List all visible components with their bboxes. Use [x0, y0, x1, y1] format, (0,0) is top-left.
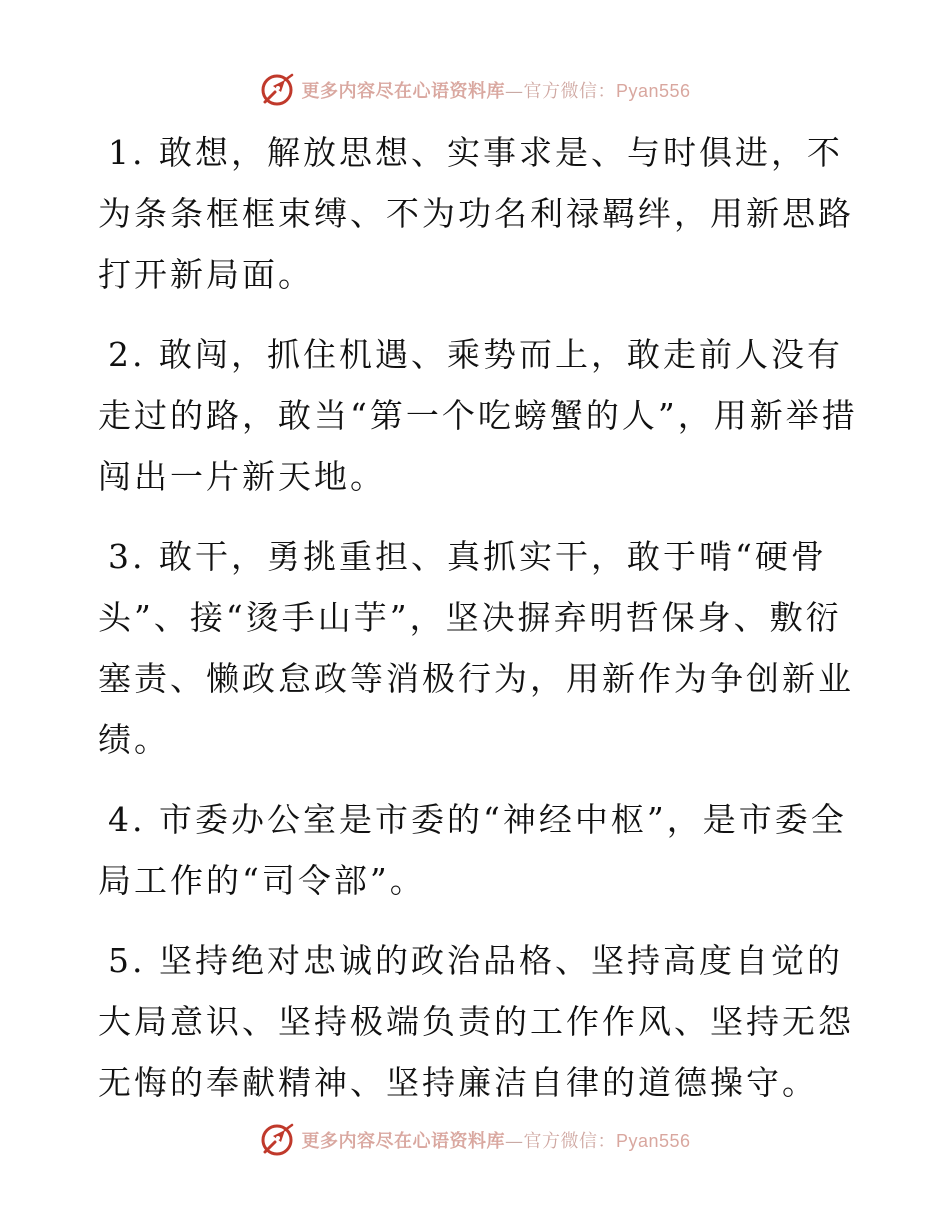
document-body	[98, 122, 858, 1132]
footer-banner-inner	[259, 1122, 690, 1158]
header-banner-dash: —	[504, 81, 524, 102]
paragraph-3: 3. 敢干，勇挑重担、真抓实干，敢于啃“硬骨头”、接“烫手山芋”，坚决摒弃明哲保身、敷衍塞责、懒政怠政等消极行为，用新作为争创新业绩。	[98, 537, 854, 759]
header-banner-text	[301, 77, 690, 103]
paragraph-4: 4. 市委办公室是市委的“神经中枢”，是市委全局工作的“司令部”。	[98, 800, 847, 900]
footer-banner-text	[301, 1127, 690, 1153]
paragraph-1: 1. 敢想，解放思想、实事求是、与时俱进，不为条条框框束缚、不为功名利禄羁绊，用新思路打开新局面。	[98, 133, 854, 294]
header-banner-id: Pyan556	[615, 81, 691, 101]
footer-banner-main: 更多内容尽在心语资料库	[301, 1131, 505, 1152]
header-banner-main: 更多内容尽在心语资料库	[301, 81, 505, 102]
footer-banner-dash: —	[504, 1131, 524, 1152]
paragraph-5: 5. 坚持绝对忠诚的政治品格、坚持高度自觉的大局意识、坚持极端负责的工作作风、坚持无怨无悔的奉献精神、坚持廉洁自律的道德操守。	[98, 941, 854, 1102]
header-banner	[0, 70, 950, 110]
paragraph-2: 2. 敢闯，抓住机遇、乘势而上，敢走前人没有走过的路，敢当“第一个吃螃蟹的人”，用新举措闯出一片新天地。	[98, 335, 858, 496]
pen-nib-logo-icon	[259, 1122, 295, 1158]
header-banner-inner	[259, 72, 690, 108]
footer-banner-wechat: 官方微信：	[523, 1131, 616, 1152]
header-banner-wechat: 官方微信：	[523, 81, 616, 102]
footer-banner	[0, 1120, 950, 1160]
footer-banner-id: Pyan556	[615, 1131, 691, 1151]
pen-nib-logo-icon	[259, 72, 295, 108]
